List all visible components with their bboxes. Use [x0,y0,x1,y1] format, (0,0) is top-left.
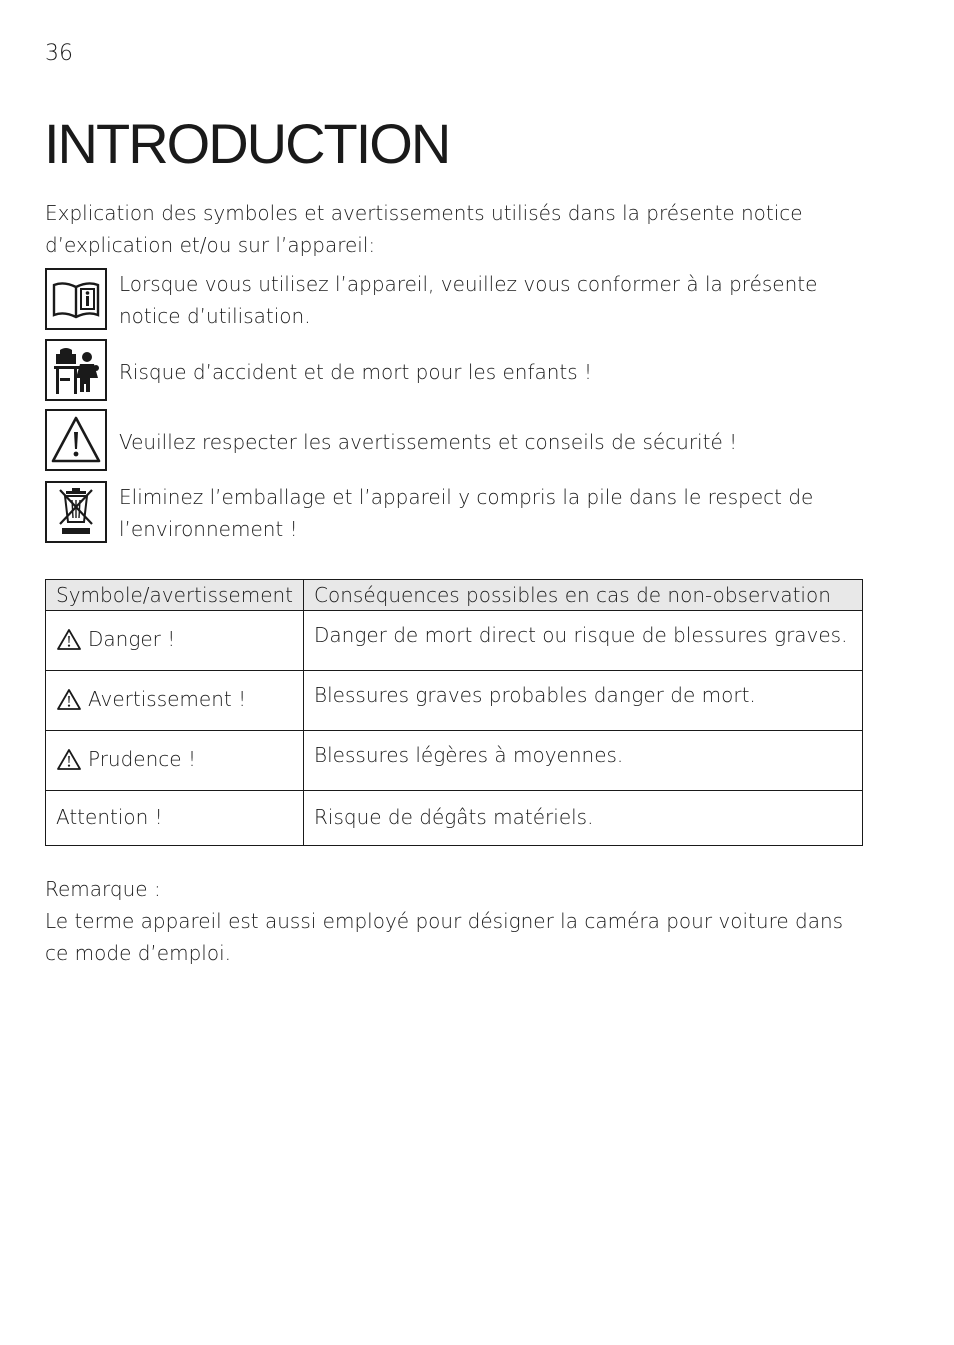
symbol-row-manual [45,268,865,330]
symbol-row-disposal [45,481,865,543]
table-symbol-label: Attention ! [56,805,163,829]
remark-label: Remarque : [45,877,161,901]
page-title: INTRODUCTION [44,112,450,175]
table-header-symbol: Symbole/avertissement [46,580,304,611]
table-row [46,611,863,671]
warning-triangle-icon [45,409,107,471]
remark-text: Le terme appareil est aussi employé pour désigner la caméra pour voiture dans ce mode d’emploi. [45,909,844,965]
table-consequence-text: Risque de dégâts matériels. [314,805,594,829]
table-cell-consequence [304,731,863,791]
table-consequence-text: Blessures légères à moyennes. [314,743,624,767]
remark-block [45,873,865,969]
table-cell-consequence [304,611,863,671]
intro-paragraph: Explication des symboles et avertissements utilisés dans la présente notice d’explication et/ou sur l’appareil: [45,201,803,257]
table-row [46,791,863,846]
table-symbol-label: Avertissement ! [88,687,247,711]
symbol-text-manual: Lorsque vous utilisez l’appareil, veuillez vous conformer à la présente notice d’utilisation. [119,272,818,328]
child-danger-icon [45,339,107,401]
table-cell-symbol [46,791,304,846]
manual-info-icon [45,268,107,330]
table-cell-consequence [304,671,863,731]
symbol-text-disposal: Eliminez l’emballage et l’appareil y compris la pile dans le respect de l’environnement ! [119,485,814,541]
table-cell-symbol [46,611,304,671]
symbol-text-children: Risque d’accident et de mort pour les enfants ! [119,360,593,384]
warning-triangle-icon [56,748,82,771]
table-header-consequence: Conséquences possibles en cas de non-observation [304,580,863,611]
warning-triangle-icon [56,628,82,651]
table-cell-symbol [46,671,304,731]
table-symbol-label: Prudence ! [88,747,196,771]
symbol-row-warning [45,409,865,471]
symbol-text-warning: Veuillez respecter les avertissements et conseils de sécurité ! [119,430,738,454]
table-row [46,731,863,791]
table-header-row [46,580,863,611]
table-row [46,671,863,731]
warning-triangle-icon [56,688,82,711]
page-number: 36 [45,41,73,66]
table-consequence-text: Danger de mort direct ou risque de blessures graves. [314,623,848,647]
table-cell-symbol [46,731,304,791]
crossed-bin-icon [45,481,107,543]
warning-levels-table [45,579,863,846]
table-symbol-label: Danger ! [88,627,176,651]
symbol-row-children [45,339,865,401]
table-cell-consequence [304,791,863,846]
table-consequence-text: Blessures graves probables danger de mort. [314,683,756,707]
